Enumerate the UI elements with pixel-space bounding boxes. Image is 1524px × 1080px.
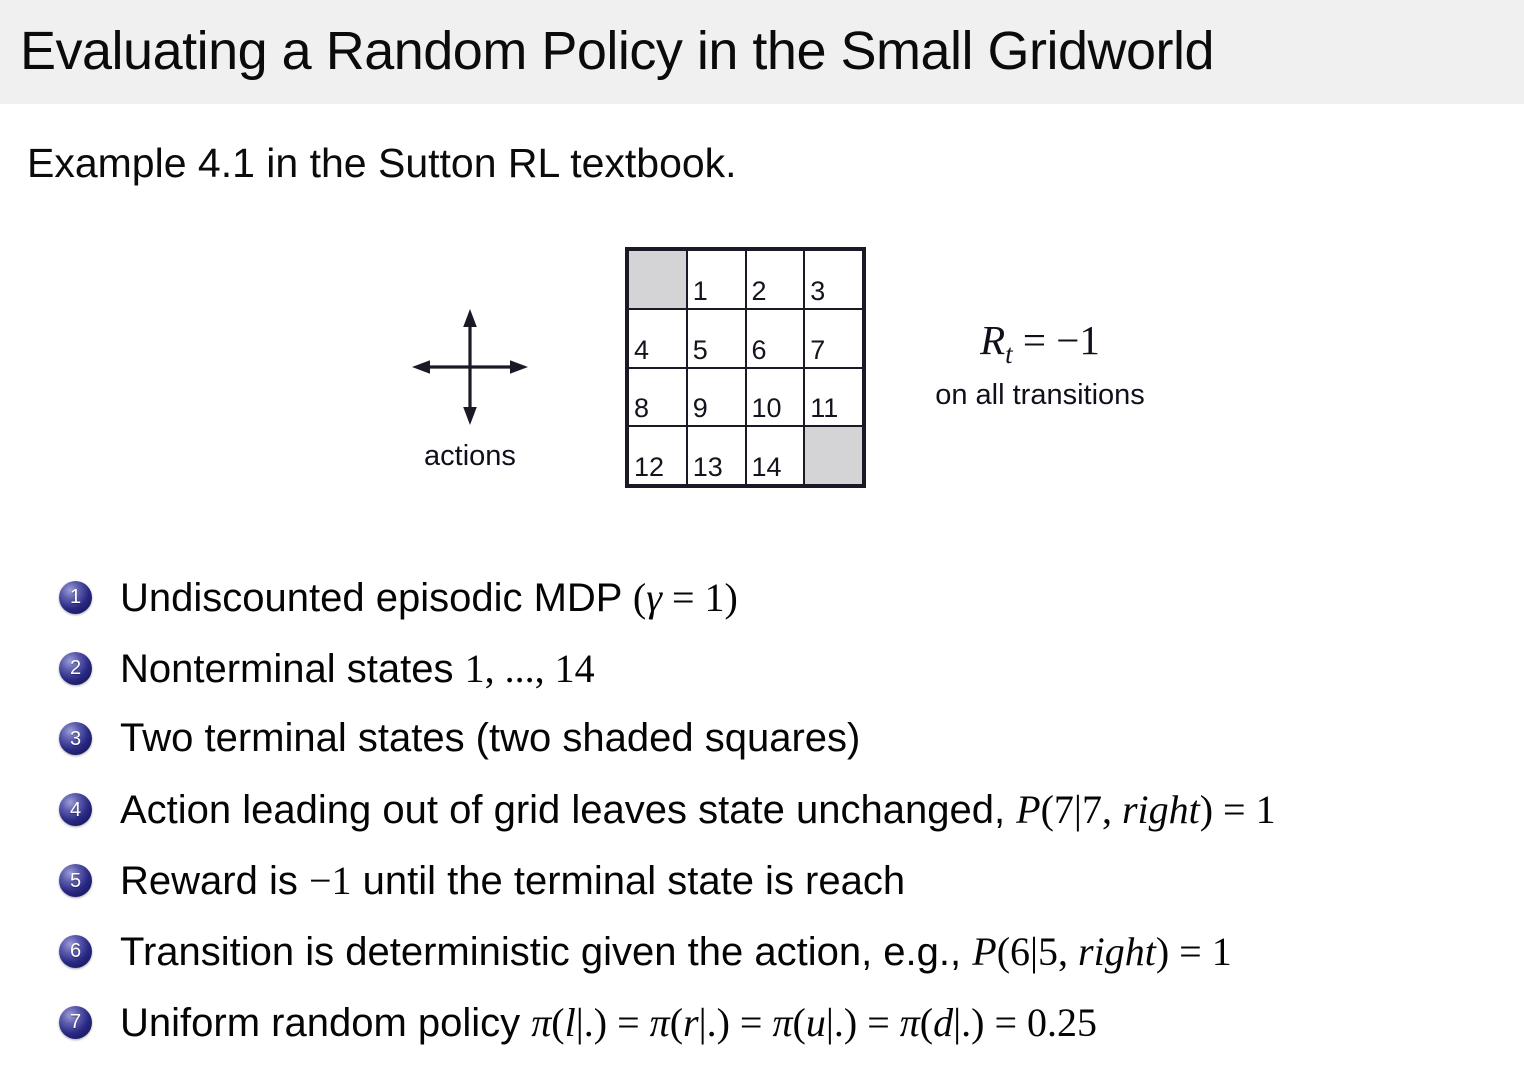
- text-segment: Transition is deterministic given the action, e.g.,: [120, 929, 973, 974]
- reward-note-text: on all transitions: [935, 379, 1145, 412]
- text-segment: until the terminal state is reach: [351, 859, 906, 904]
- math-segment: (6|5,: [996, 928, 1079, 974]
- slide-subtitle: Example 4.1 in the Sutton RL textbook.: [27, 140, 737, 186]
- grid-cell-label: 14: [751, 452, 782, 482]
- grid-cell: [687, 368, 746, 427]
- item-number-badge: 4: [59, 793, 92, 826]
- math-segment: P: [1016, 787, 1041, 833]
- grid-cell-label: 3: [810, 275, 826, 306]
- grid-cell-label: 2: [751, 275, 767, 306]
- math-segment: = 1): [661, 574, 738, 620]
- grid-cell: [746, 368, 805, 427]
- item-number-badge: 1: [59, 581, 92, 614]
- reward-equals: = −1: [1012, 317, 1100, 363]
- grid-cell: [628, 309, 687, 368]
- text-segment: Two terminal states (two shaded squares): [120, 716, 861, 761]
- math-segment: right: [1078, 928, 1156, 974]
- item-text: [120, 928, 1232, 975]
- list-item: [0, 633, 1524, 704]
- grid-cell: [687, 250, 746, 309]
- grid-cell-label: 1: [692, 275, 708, 306]
- grid-cell-terminal: [804, 426, 863, 485]
- actions-cross-icon: [411, 308, 529, 426]
- math-segment: (: [792, 999, 806, 1045]
- grid-cell-label: 10: [751, 393, 782, 424]
- item-number-badge: 3: [59, 722, 92, 755]
- grid-cell: [746, 309, 805, 368]
- grid-cell: [746, 426, 805, 485]
- reward-note: [880, 318, 1200, 412]
- item-text: [120, 999, 1097, 1046]
- item-number-badge: 2: [59, 652, 92, 685]
- list-item: [0, 987, 1524, 1058]
- grid-cell-label: 4: [634, 334, 650, 365]
- grid-cell-label: 6: [751, 334, 767, 365]
- math-segment: γ: [646, 574, 662, 620]
- math-segment: π: [772, 999, 793, 1045]
- math-segment: d: [933, 999, 954, 1045]
- slide-title-bar: [0, 0, 1524, 104]
- math-segment: |.) =: [825, 999, 900, 1045]
- grid-cell-label: 8: [634, 393, 650, 424]
- item-text: [120, 574, 738, 621]
- reward-symbol: R: [980, 317, 1006, 363]
- math-segment: |.) = 0.25: [953, 999, 1098, 1045]
- grid-cell: [804, 250, 863, 309]
- list-item: [0, 562, 1524, 633]
- reward-formula: [880, 318, 1200, 376]
- text-segment: Nonterminal states: [120, 646, 465, 691]
- text-segment: Action leading out of grid leaves state unchanged,: [120, 788, 1017, 833]
- reward-subscript: t: [1005, 339, 1013, 370]
- grid-cell-label: 7: [810, 334, 826, 365]
- math-segment: (: [632, 574, 647, 620]
- math-segment: |.) =: [698, 999, 773, 1045]
- text-segment: Undiscounted episodic MDP: [120, 575, 633, 620]
- math-segment: r: [683, 999, 699, 1045]
- math-segment: (: [551, 999, 565, 1045]
- item-text: [120, 716, 860, 761]
- math-segment: (7|7,: [1040, 787, 1122, 833]
- grid-cell: [687, 309, 746, 368]
- math-segment: |.) =: [575, 999, 650, 1045]
- item-text: [120, 645, 595, 692]
- list-item: [0, 704, 1524, 775]
- grid-cell: [687, 426, 746, 485]
- grid-cell: [804, 309, 863, 368]
- item-text: [120, 857, 905, 904]
- properties-list: [0, 562, 1524, 1058]
- grid-cell-terminal: [628, 250, 687, 309]
- math-segment: right: [1121, 787, 1200, 833]
- grid-cell-label: 13: [692, 452, 723, 482]
- page-title: Evaluating a Random Policy in the Small Gridworld: [20, 21, 1215, 81]
- math-segment: π: [899, 999, 920, 1045]
- math-segment: l: [564, 999, 576, 1045]
- math-segment: P: [972, 928, 997, 974]
- list-item: [0, 845, 1524, 916]
- grid-cell: [628, 368, 687, 427]
- item-number-badge: 6: [59, 935, 92, 968]
- math-segment: 1, ..., 14: [464, 645, 595, 691]
- list-item: [0, 774, 1524, 845]
- grid-cell: [746, 250, 805, 309]
- grid-cell-label: 9: [692, 393, 708, 424]
- math-segment: ) = 1: [1199, 787, 1276, 833]
- grid-cell: [628, 426, 687, 485]
- math-segment: π: [649, 999, 670, 1045]
- item-number-badge: 5: [59, 864, 92, 897]
- math-segment: (: [669, 999, 684, 1045]
- list-item: [0, 916, 1524, 987]
- math-segment: u: [805, 999, 826, 1045]
- math-segment: ) = 1: [1155, 928, 1232, 974]
- text-segment: Reward is: [120, 859, 309, 904]
- item-text: [120, 786, 1276, 833]
- math-segment: (: [919, 999, 934, 1045]
- grid-cell: [804, 368, 863, 427]
- grid-cell-label: 12: [634, 452, 665, 482]
- grid-cell-label: 11: [810, 393, 839, 424]
- gridworld-grid: [625, 247, 866, 488]
- item-number-badge: 7: [59, 1006, 92, 1039]
- text-segment: Uniform random policy: [120, 1000, 532, 1045]
- math-segment: −1: [308, 858, 352, 904]
- math-segment: π: [531, 999, 552, 1045]
- grid-cell-label: 5: [692, 334, 708, 365]
- actions-label: actions: [424, 440, 516, 472]
